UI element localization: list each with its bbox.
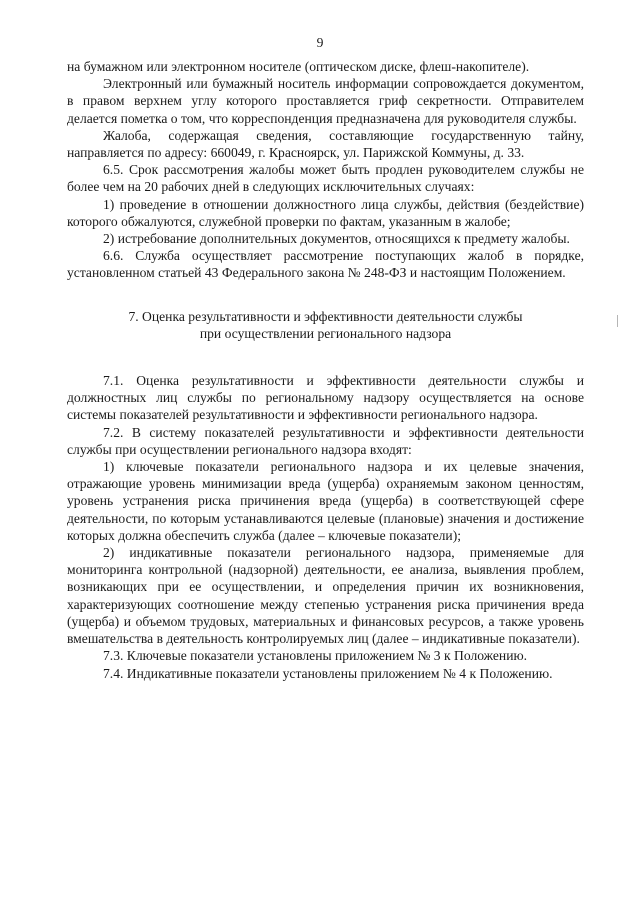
- page-number: 9: [316, 35, 324, 50]
- section-7-title: [67, 308, 584, 342]
- paragraph-7-2-item-2: 2) индикативные показатели регионального надзора, применяемые для мониторинга контрольной (надзорной) деятельности, ее анализа, выявления проблем, возникающих при ее осуществлении, и определения причин их возникновения, характеризующих соотношение между степенью устранения риска причинения вреда (ущерба) и объемом трудовых, материальных и финансовых ресурсов, а также уровень вмешательства в деятельность контролируемых лиц (далее – индикативные показатели).: [67, 545, 584, 647]
- paragraph-7-1: 7.1. Оценка результативности и эффективности деятельности службы и должностных лиц службы по региональному надзору осуществляется на основе системы показателей результативности и эффективности регионального надзора.: [67, 373, 584, 423]
- paragraph-state-secret-address: Жалоба, содержащая сведения, составляющие государственную тайну, направляется по адресу: 660049, г. Красноярск, ул. Парижской Коммуны, д. 33.: [67, 127, 584, 161]
- paragraph-6-5-item-2: 2) истребование дополнительных документов, относящихся к предмету жалобы.: [103, 231, 570, 247]
- paragraph-7-4: 7.4. Индикативные показатели установлены приложением № 4 к Положению.: [103, 665, 553, 681]
- paragraph-secrecy-stamp: Электронный или бумажный носитель информации сопровождается документом, в правом верхнем углу которого проставляется гриф секретности. Отправителем делается пометка о том, что корреспонденция предназначена для руководителя службы.: [67, 76, 584, 126]
- paragraph-6-5: 6.5. Срок рассмотрения жалобы может быть продлен руководителем службы не более чем на 20 рабочих дней в следующих исключительных случаях:: [67, 162, 584, 195]
- margin-mark: [617, 315, 618, 327]
- paragraph-6-6: 6.6. Служба осуществляет рассмотрение поступающих жалоб в порядке, установленном статьей 43 Федерального закона № 248-ФЗ и настоящим Положением.: [67, 248, 584, 281]
- paragraph-7-2: 7.2. В систему показателей результативности и эффективности деятельности службы при осуществлении регионального надзора входят:: [67, 424, 584, 457]
- section-7-title-line-1: 7. Оценка результативности и эффективности деятельности службы: [128, 308, 523, 324]
- paragraph-carrier-continuation: на бумажном или электронном носителе (оптическом диске, флеш-накопителе).: [67, 59, 530, 74]
- paragraph-6-5-item-1: 1) проведение в отношении должностного лица службы, действия (бездействие) которого обжалуются, служебной проверки по фактам, указанным в жалобе;: [67, 196, 584, 229]
- section-7-title-line-2: при осуществлении регионального надзора: [199, 325, 452, 341]
- paragraph-7-2-item-1: 1) ключевые показатели регионального надзора и их целевые значения, отражающие уровень минимизации вреда (ущерба) охраняемым законом ценностям, уровень устранения риска причинения вреда (ущерба) в соответствующей сфере деятельности, по которым устанавливаются целевые (плановые) значения и достижение которых должна обеспечить служба (далее – ключевые показатели);: [67, 459, 584, 543]
- document-body: [67, 58, 584, 682]
- paragraph-7-3: 7.3. Ключевые показатели установлены приложением № 3 к Положению.: [103, 648, 528, 664]
